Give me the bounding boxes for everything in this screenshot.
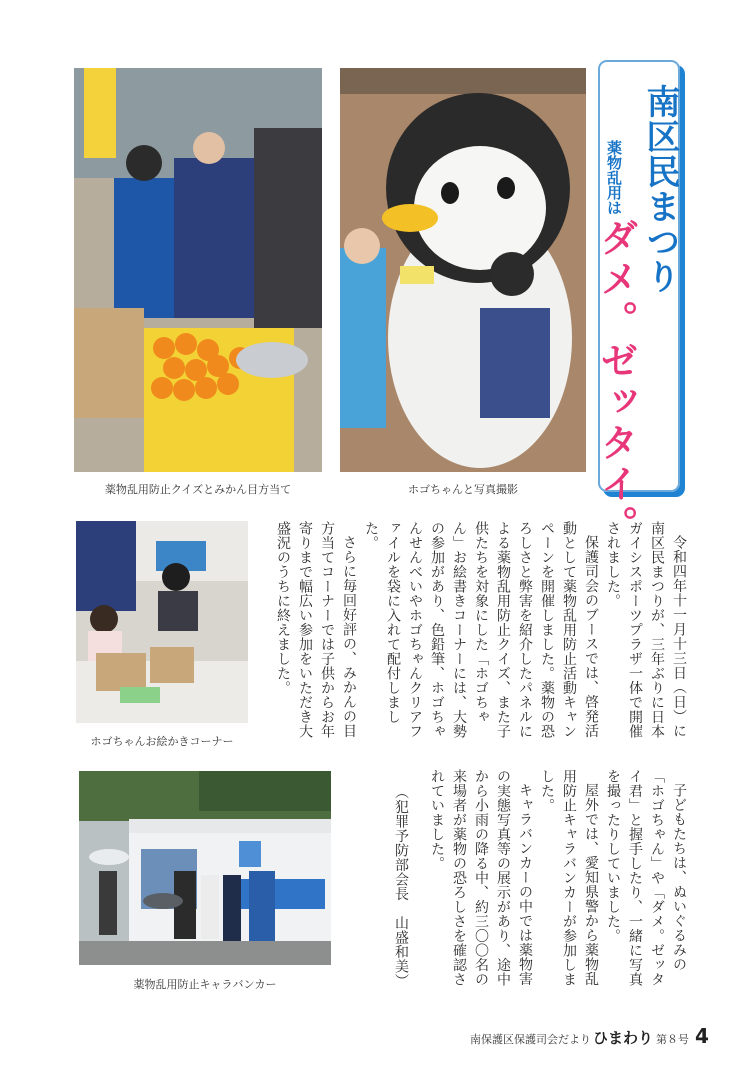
paragraph-outdoor: 屋外では、愛知県警から薬物乱用防止キャラバンカーが参加しました。 [539,769,599,987]
footer-org: 南保護区保護司会だより [470,1033,591,1046]
photo-quiz-mikan [74,68,322,472]
footer-newsletter-name: ひまわり [593,1029,654,1047]
caption-hogo-chan-mascot: ホゴちゃんと写真撮影 [408,483,518,496]
paragraph-booth: 保護司会のブースでは、啓発活動として薬物乱用防止活動キャンペーンを開催しました。薬物の恐ろしさと弊害を紹介したパネルによる薬物乱用防止クイズ、また子供たちを対象にした「ホゴちゃん」お絵書きコーナーには、大勢の参加があり、色鉛筆、ホゴちゃんせんべいやホゴちゃんクリアファイルを袋に入れて配付しました。 [363,521,599,739]
page-title: 南区民まつり [640,84,680,294]
photo-drawing-corner [76,521,248,723]
photo-caravan-car [79,771,331,965]
caption-drawing-corner: ホゴちゃんお絵かきコーナー [90,735,234,748]
article-lower-block [382,769,690,987]
paragraph-caravan: キャラバンカーの中では薬物害の実態写真等の展示があり、途中から小雨の降る中、約三〇〇名の来場者が薬物の恐ろしさを確認されていました。 [429,769,533,987]
page-footer [470,1024,740,1048]
article-author: （犯罪予防部会長 山盛和美） [393,785,409,988]
sub-title: 薬物乱用は [605,140,623,215]
page-number: 4 [695,1024,709,1048]
footer-issue: 第８号 [656,1033,690,1046]
caption-caravan-car: 薬物乱用防止キャラバンカー [133,978,277,991]
caption-quiz-mikan: 薬物乱用防止クイズとみかん目方当て [104,483,292,496]
article-upper-block [262,521,690,745]
paragraph-children: 子どもたちは、ぬいぐるみの「ホゴちゃん」や「ダメ。ゼッタイ君」と握手したり、一緒に写真を撮ったりしていました。 [605,769,687,987]
slogan: ダメ。ゼッタイ。 [594,218,638,546]
photo-hogo-chan-mascot [340,68,586,472]
paragraph-mikan: さらに毎回好評の、みかんの目方当てコーナーでは子供からお年寄りまで幅広い参加をいただき大盛況のうちに終えました。 [275,521,357,739]
paragraph-intro: 令和四年十一月十三日（日）に南区民まつりが、三年ぶりに日本ガイシスポーツプラザ一体で開催されました。 [605,521,687,739]
